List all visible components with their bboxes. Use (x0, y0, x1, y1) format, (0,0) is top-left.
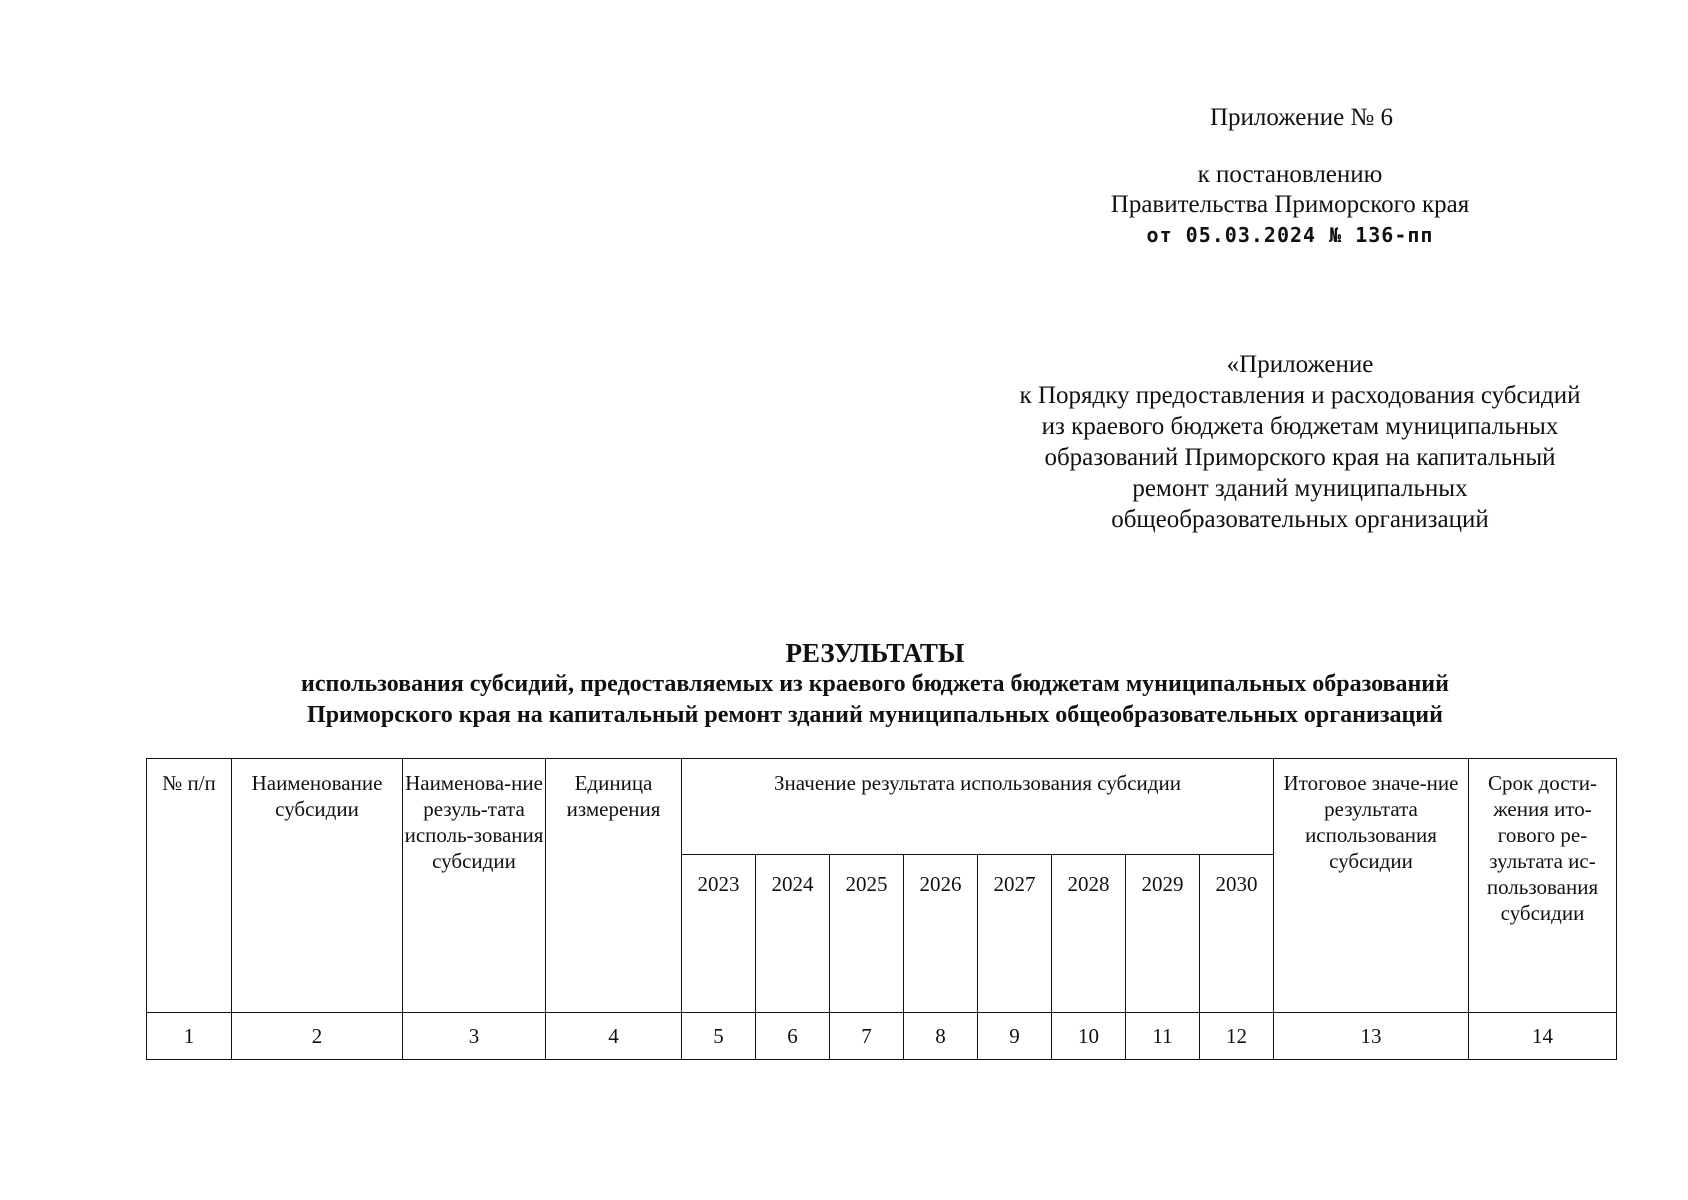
column-number-cell: 10 (1052, 1013, 1126, 1060)
header-year: 2030 (1200, 855, 1274, 1013)
column-number-cell: 5 (682, 1013, 756, 1060)
column-number-cell: 4 (546, 1013, 682, 1060)
column-number-cell: 6 (756, 1013, 830, 1060)
order-appendix-reference (960, 349, 1640, 535)
document-title (100, 637, 1650, 731)
resolution-line: Правительства Приморского края (1110, 191, 1470, 218)
appendix-number: Приложение № 6 (1210, 104, 1394, 131)
column-number-cell: 9 (978, 1013, 1052, 1060)
resolution-date-number: от 05.03.2024 № 136-пп (1146, 223, 1434, 247)
results-table (146, 758, 1617, 1060)
header-final-value: Итоговое значе-ние результата использования субсидии (1274, 759, 1469, 1013)
header-result-name: Наименова-ние резуль-тата исполь-зования субсидии (403, 759, 546, 1013)
header-deadline: Срок дости-жения ито-гового ре-зультата ис-пользования субсидии (1469, 759, 1617, 1013)
order-appendix-line: «Приложение (1226, 351, 1374, 378)
order-appendix-line: из краевого бюджета бюджетам муниципальных (1041, 413, 1559, 440)
header-year: 2025 (830, 855, 904, 1013)
title-heading: РЕЗУЛЬТАТЫ (785, 638, 965, 668)
column-number-cell: 7 (830, 1013, 904, 1060)
column-number-cell: 8 (904, 1013, 978, 1060)
column-number-cell: 11 (1126, 1013, 1200, 1060)
resolution-reference (1100, 160, 1480, 250)
column-number-cell: 1 (147, 1013, 232, 1060)
column-number-cell: 3 (403, 1013, 546, 1060)
header-row-number: № п/п (147, 759, 232, 1013)
header-result-values-group: Значение результата использования субсидии (682, 759, 1274, 855)
order-appendix-line: общеобразовательных организаций (1111, 506, 1489, 533)
column-numbers-row (147, 1013, 1617, 1060)
column-number-cell: 2 (232, 1013, 403, 1060)
header-unit: Единица измерения (546, 759, 682, 1013)
resolution-line: к постановлению (1197, 161, 1383, 188)
column-number-cell: 14 (1469, 1013, 1617, 1060)
header-year: 2026 (904, 855, 978, 1013)
title-subheading-line: Приморского края на капитальный ремонт зданий муниципальных общеобразовательных организаций (307, 702, 1443, 728)
order-appendix-line: образований Приморского края на капитальный (1044, 444, 1556, 471)
column-number-cell: 12 (1200, 1013, 1274, 1060)
header-year: 2027 (978, 855, 1052, 1013)
column-number-cell: 13 (1274, 1013, 1469, 1060)
order-appendix-line: ремонт зданий муниципальных (1132, 475, 1468, 502)
order-appendix-line: к Порядку предоставления и расходования субсидий (1019, 382, 1581, 409)
header-year: 2024 (756, 855, 830, 1013)
header-subsidy-name: Наименование субсидии (232, 759, 403, 1013)
title-subheading-line: использования субсидий, предоставляемых из краевого бюджета бюджетам муниципальных образований (301, 671, 1449, 697)
header-year: 2029 (1126, 855, 1200, 1013)
header-year: 2023 (682, 855, 756, 1013)
header-year: 2028 (1052, 855, 1126, 1013)
